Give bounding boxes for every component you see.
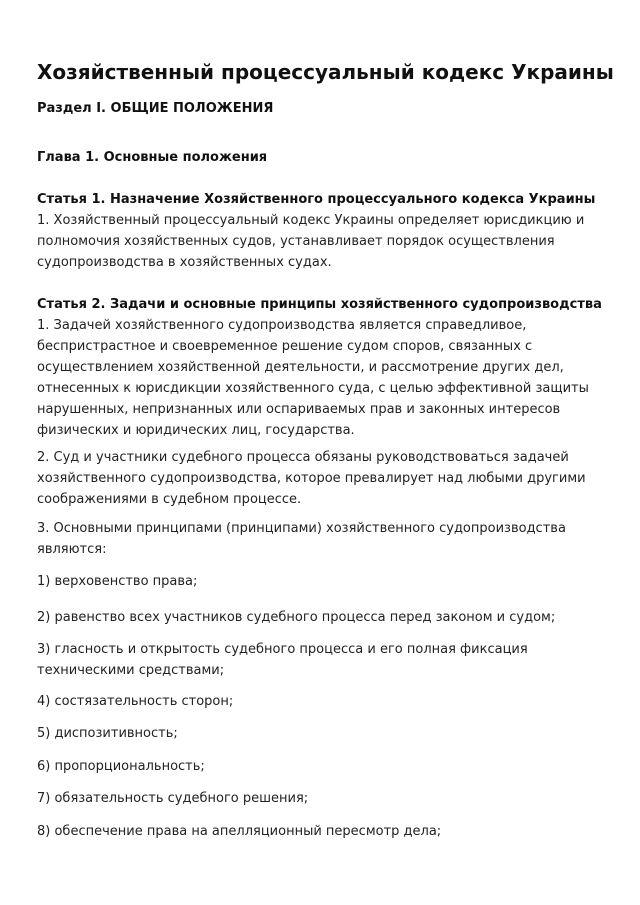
- principle-list-item: 8) обеспечение права на апелляционный пересмотр дела;: [37, 824, 442, 839]
- principle-list-item: 2) равенство всех участников судебного процесса перед законом и судом;: [37, 610, 556, 625]
- chapter-heading: Глава 1. Основные положения: [37, 150, 268, 165]
- principle-list-item: 7) обязательность судебного решения;: [37, 791, 309, 806]
- article-2-paragraph-1: 1. Задачей хозяйственного судопроизводства является справедливое, беспристрастное и своевременное решение судом споров, связанных с осуществлением хозяйственной деятельности, и рассмотрение других дел, отнесенных к юрисдикции хозяйственного суда, с целью эффективной защиты нарушенных, непризнанных или оспариваемых прав и законных интересов физических и юридических лиц, государства.: [37, 318, 589, 438]
- article-2-paragraph-2: 2. Суд и участники судебного процесса обязаны руководствоваться задачей хозяйственного судопроизводства, которое превалирует над любыми другими соображениями в судебном процессе.: [37, 450, 586, 507]
- article-2-heading: Статья 2. Задачи и основные принципы хозяйственного судопроизводства: [37, 297, 602, 312]
- principle-list-item: 1) верховенство права;: [37, 574, 198, 589]
- article-1-paragraph-1: 1. Хозяйственный процессуальный кодекс Украины определяет юрисдикцию и полномочия хозяйственных судов, устанавливает порядок осуществления судопроизводства в хозяйственных судах.: [37, 213, 585, 270]
- principle-list-item: 6) пропорциональность;: [37, 759, 205, 774]
- article-2-paragraph-3: 3. Основными принципами (принципами) хозяйственного судопроизводства являются:: [37, 521, 566, 557]
- document-title: Хозяйственный процессуальный кодекс Украины: [37, 60, 614, 84]
- article-1-heading: Статья 1. Назначение Хозяйственного процессуального кодекса Украины: [37, 192, 596, 207]
- principle-list-item: 4) состязательность сторон;: [37, 694, 234, 709]
- principle-list-item: 3) гласность и открытость судебного процесса и его полная фиксация техническими средствами;: [37, 642, 528, 678]
- principle-list-item: 5) диспозитивность;: [37, 726, 178, 741]
- section-heading: Раздел I. ОБЩИЕ ПОЛОЖЕНИЯ: [37, 101, 274, 116]
